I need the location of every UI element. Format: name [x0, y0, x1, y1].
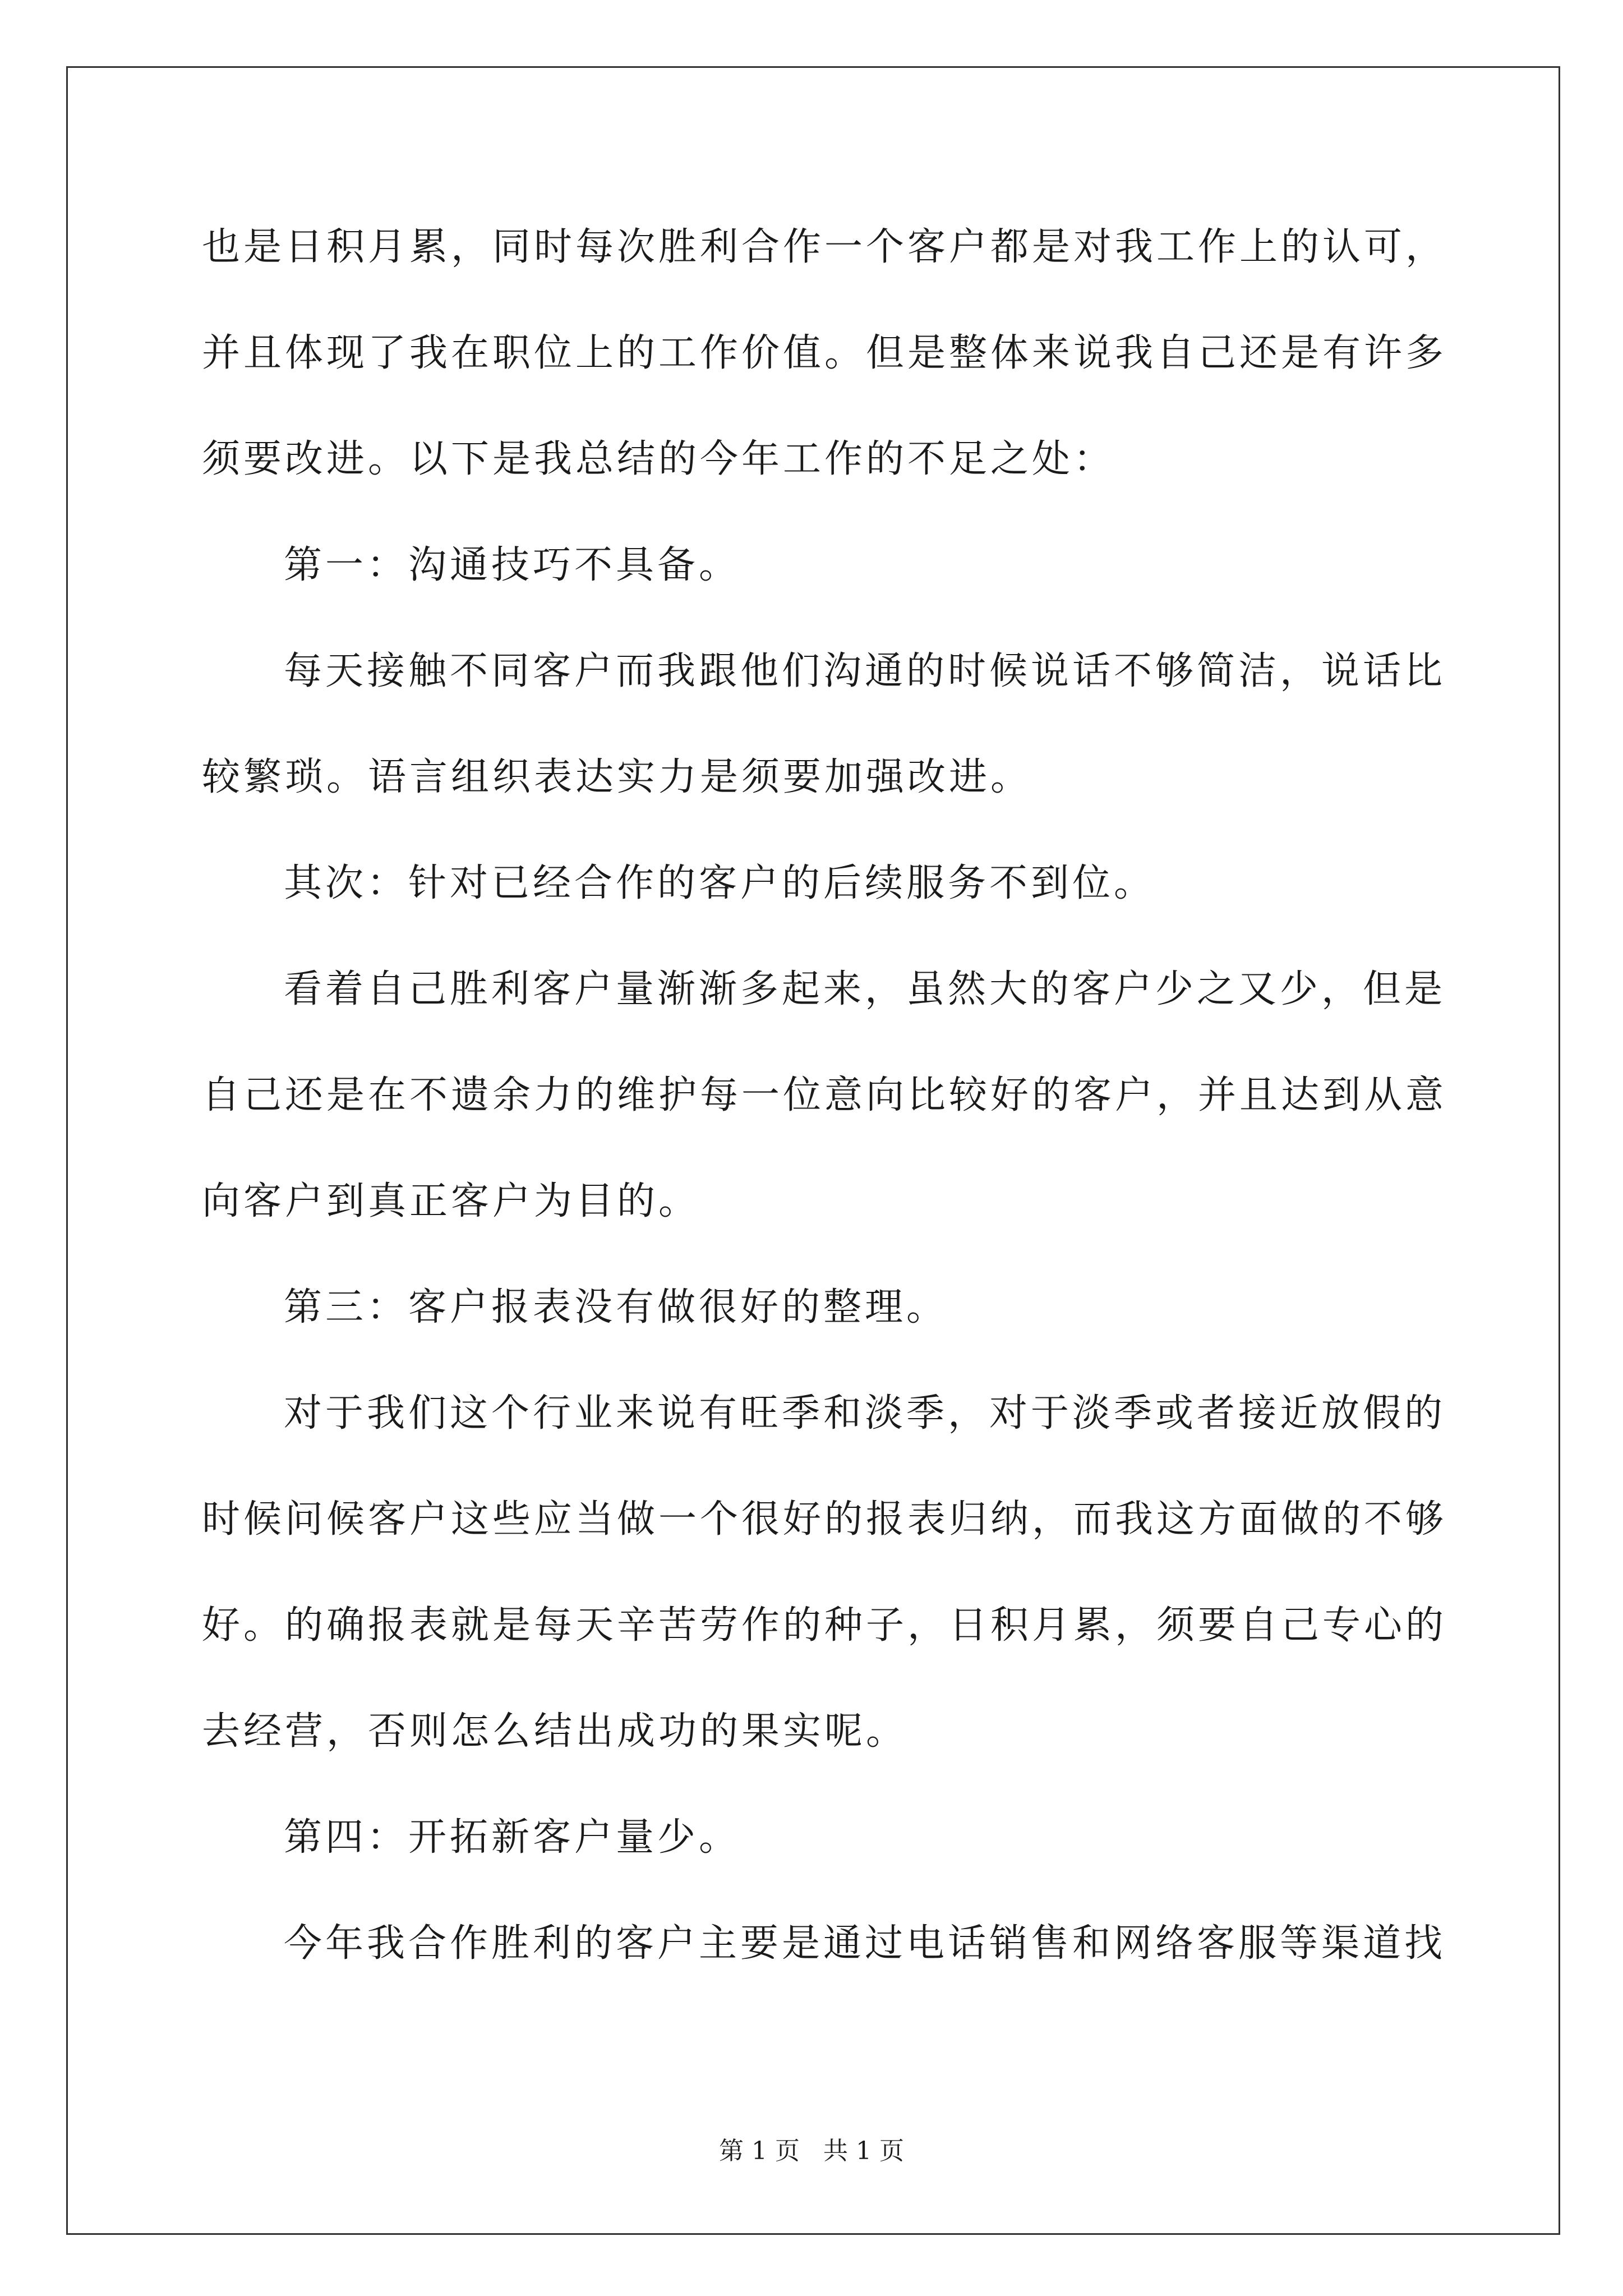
- text-line: 看着自己胜利客户量渐渐多起来，虽然大的客户少之又少，但是: [284, 967, 1446, 1011]
- text-line: 今年我合作胜利的客户主要是通过电话销售和网络客服等渠道找: [284, 1921, 1446, 1966]
- text-line: 去经营，否则怎么结出成功的果实呢。: [202, 1709, 908, 1754]
- text-line: 自己还是在不遗余力的维护每一位意向比较好的客户，并且达到从意: [202, 1073, 1447, 1117]
- text-line: 第三：客户报表没有做很好的整理。: [284, 1285, 948, 1329]
- text-line: 时候问候客户这些应当做一个很好的报表归纳，而我这方面做的不够: [202, 1497, 1447, 1542]
- page-number-footer: 第 1 页 共 1 页: [719, 2137, 904, 2165]
- text-line: 每天接触不同客户而我跟他们沟通的时候说话不够简洁，说话比: [284, 649, 1446, 693]
- text-line: 第一：沟通技巧不具备。: [284, 543, 741, 587]
- text-line: 其次：针对已经合作的客户的后续服务不到位。: [284, 861, 1156, 905]
- text-line: 须要改进。以下是我总结的今年工作的不足之处：: [202, 437, 1115, 481]
- text-line: 也是日积月累，同时每次胜利合作一个客户都是对我工作上的认可，: [202, 225, 1447, 269]
- text-line: 向客户到真正客户为目的。: [202, 1179, 700, 1223]
- text-line: 第四：开拓新客户量少。: [284, 1815, 741, 1860]
- text-line: 较繁琐。语言组织表达实力是须要加强改进。: [202, 755, 1032, 799]
- text-line: 对于我们这个行业来说有旺季和淡季，对于淡季或者接近放假的: [284, 1391, 1446, 1435]
- page-border: [66, 66, 1560, 2235]
- text-line: 并且体现了我在职位上的工作价值。但是整体来说我自己还是有许多: [202, 331, 1447, 375]
- text-line: 好。的确报表就是每天辛苦劳作的种子，日积月累，须要自己专心的: [202, 1603, 1447, 1648]
